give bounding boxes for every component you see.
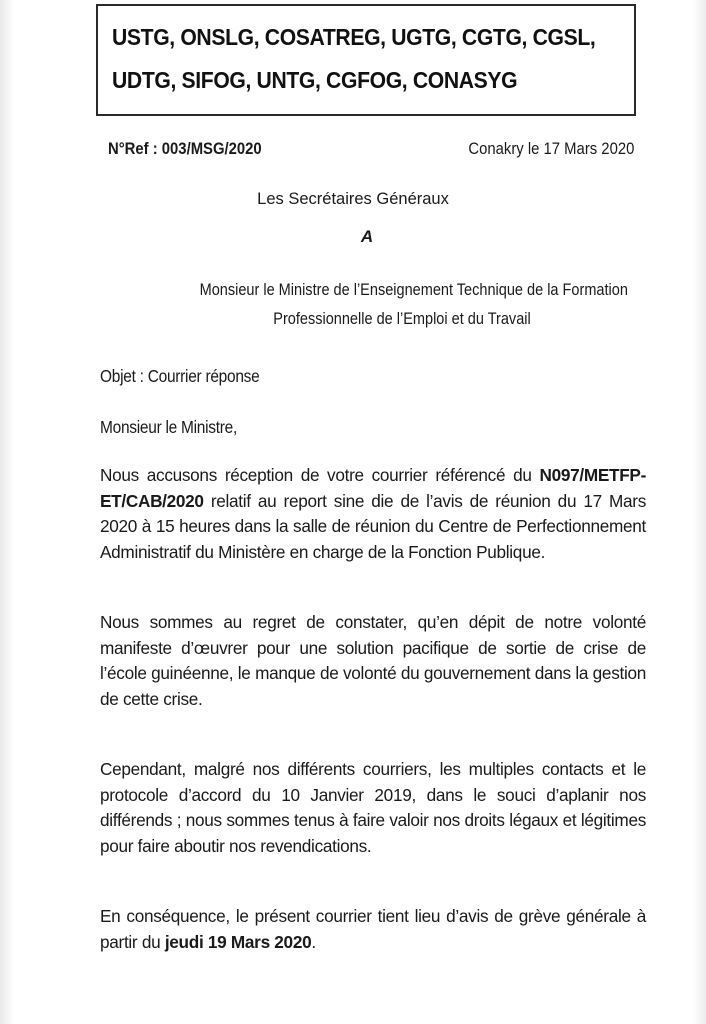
paragraph-1 [100,463,646,565]
subject-text: Objet : Courrier réponse [100,366,260,386]
unions-line-2: UDTG, SIFOG, UNTG, CGFOG, CONASYG [112,67,518,93]
salutation-text: Monsieur le Ministre, [100,417,238,437]
subject-line [100,364,646,390]
to-word: A [360,227,374,246]
recipient-line-1: Monsieur le Ministre de l’Enseignement Technique de la Formation [199,281,628,299]
recipient-block [172,276,632,334]
place-date: Conakry le 17 Mars 2020 [468,140,634,158]
recipient-line-2: Professionnelle de l’Emploi et du Travail [273,310,531,328]
sender: Les Secrétaires Généraux [257,190,449,208]
paragraph-1-text-b: relatif au report sine die de l’avis de réunion du 17 Mars 2020 à 15 heures dans la salle de réunion du Centre de Perfectionnement Administratif du Ministère en charge de la Fonction Publique. [100,490,646,562]
paragraph-4-text-a: En conséquence, le présent courrier tient lieu d’avis de grève générale à partir du [100,906,646,952]
reference-number: N°Ref : 003/MSG/2020 [108,140,262,158]
unions-header-box [96,4,636,116]
strike-date: jeudi 19 Mars 2020 [164,931,312,952]
paragraph-3 [100,757,646,859]
paragraph-4 [100,904,646,955]
paragraph-2-text: Nous sommes au regret de constater, qu’en dépit de notre volonté manifeste d’œuvrer pour une solution pacifique de sortie de crise de l’école guinéenne, le manque de volonté du gouvernement dans la gestion de cette crise. [100,612,646,709]
courrier-reference: N097/METFP-ET/CAB/2020 [100,465,646,511]
paragraph-3-text: Cependant, malgré nos différents courriers, les multiples contacts et le protocole d’accord du 10 Janvier 2019, dans le souci d’aplanir nos différends ; nous sommes tenus à faire valoir nos droits légaux et légitimes pour faire aboutir nos revendications. [100,759,646,856]
unions-line-1: USTG, ONSLG, COSATREG, UGTG, CGTG, CGSL, [112,24,596,50]
salutation [100,415,646,441]
paragraph-4-text-b: . [311,931,316,952]
paragraph-2 [100,610,646,712]
paragraph-1-text-a: Nous accusons réception de votre courrier référencé du [100,465,540,485]
